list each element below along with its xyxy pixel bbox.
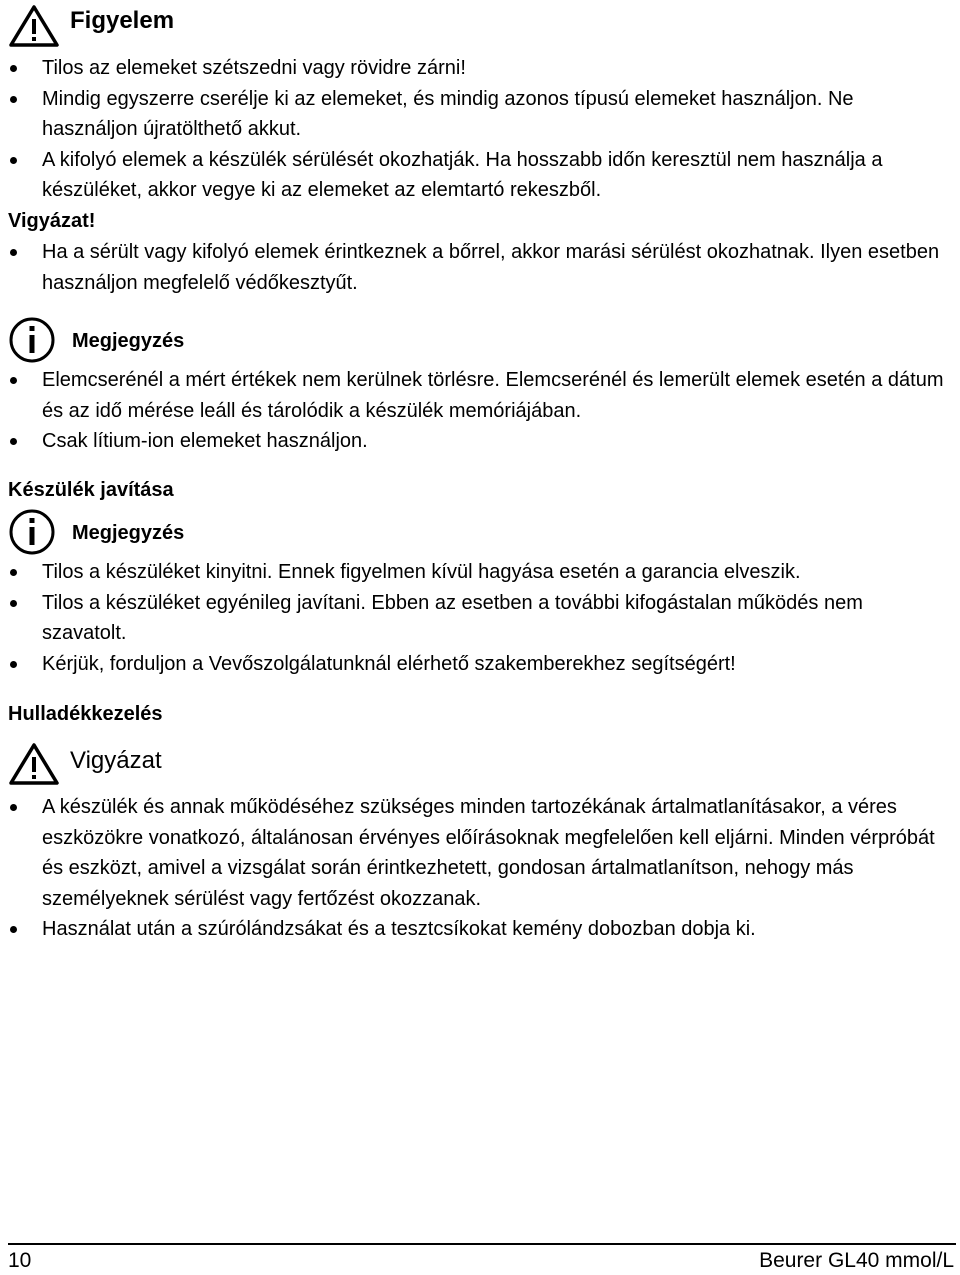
caution-list — [0, 237, 952, 298]
note-heading: Megjegyzés — [72, 330, 185, 352]
caution-label: Vigyázat! — [8, 210, 96, 232]
list-item: Csak lítium-ion elemeket használjon. — [0, 426, 952, 457]
disposal-heading: Hulladékkezelés — [8, 703, 163, 725]
info-icon — [8, 316, 56, 364]
warning-icon — [8, 742, 60, 786]
warning-icon — [8, 4, 60, 48]
disposal-list — [0, 792, 952, 945]
list-item: Tilos a készüléket egyénileg javítani. Ebben az esetben a további kifogástalan működés nem szavatolt. — [0, 588, 952, 649]
list-item: Ha a sérült vagy kifolyó elemek érintkeznek a bőrrel, akkor marási sérülést okozhatnak. Ilyen esetben használjon megfelelő védőkesztyűt. — [0, 237, 952, 298]
list-item: Tilos a készüléket kinyitni. Ennek figyelmen kívül hagyása esetén a garancia elveszik. — [0, 557, 952, 588]
footer-divider — [8, 1243, 956, 1245]
note-list — [0, 365, 952, 457]
list-item: Tilos az elemeket szétszedni vagy rövidre zárni! — [0, 53, 952, 84]
page-number: 10 — [8, 1249, 32, 1272]
list-item: Kérjük, forduljon a Vevőszolgálatunknál elérhető szakemberekhez segítségért! — [0, 649, 952, 680]
warning-list — [0, 53, 952, 206]
info-icon — [8, 508, 56, 556]
repair-heading: Készülék javítása — [8, 479, 174, 501]
list-item: A kifolyó elemek a készülék sérülését okozhatják. Ha hosszabb időn keresztül nem használja a készüléket, akkor vegye ki az elemeket az elemtartó rekeszből. — [0, 145, 952, 206]
warning-heading: Figyelem — [70, 7, 175, 34]
list-item: A készülék és annak működéséhez szükséges minden tartozékának ártalmatlanításakor, a véres eszközökre vonatkozó, általánosan érvényes előírásoknak megfelelően kell eljárni. Minden vérpróbát és eszközt, amivel a vizsgálat során érintkezhetett, gondosan ártalmatlanítson, nehogy más személyeknek sérülést vagy fertőzést okozzanak. — [0, 792, 952, 914]
product-name: Beurer GL40 mmol/L — [759, 1249, 954, 1272]
list-item: Használat után a szúrólándzsákat és a tesztcsíkokat kemény dobozban dobja ki. — [0, 914, 952, 945]
note-heading: Megjegyzés — [72, 522, 185, 544]
caution-heading: Vigyázat — [70, 747, 162, 774]
repair-list — [0, 557, 952, 679]
list-item: Mindig egyszerre cserélje ki az elemeket, és mindig azonos típusú elemeket használjon. Ne használjon újratölthető akkut. — [0, 84, 952, 145]
list-item: Elemcserénél a mért értékek nem kerülnek törlésre. Elemcserénél és lemerült elemek esetén a dátum és az idő mérése leáll és tárolódik a készülék memóriájában. — [0, 365, 952, 426]
